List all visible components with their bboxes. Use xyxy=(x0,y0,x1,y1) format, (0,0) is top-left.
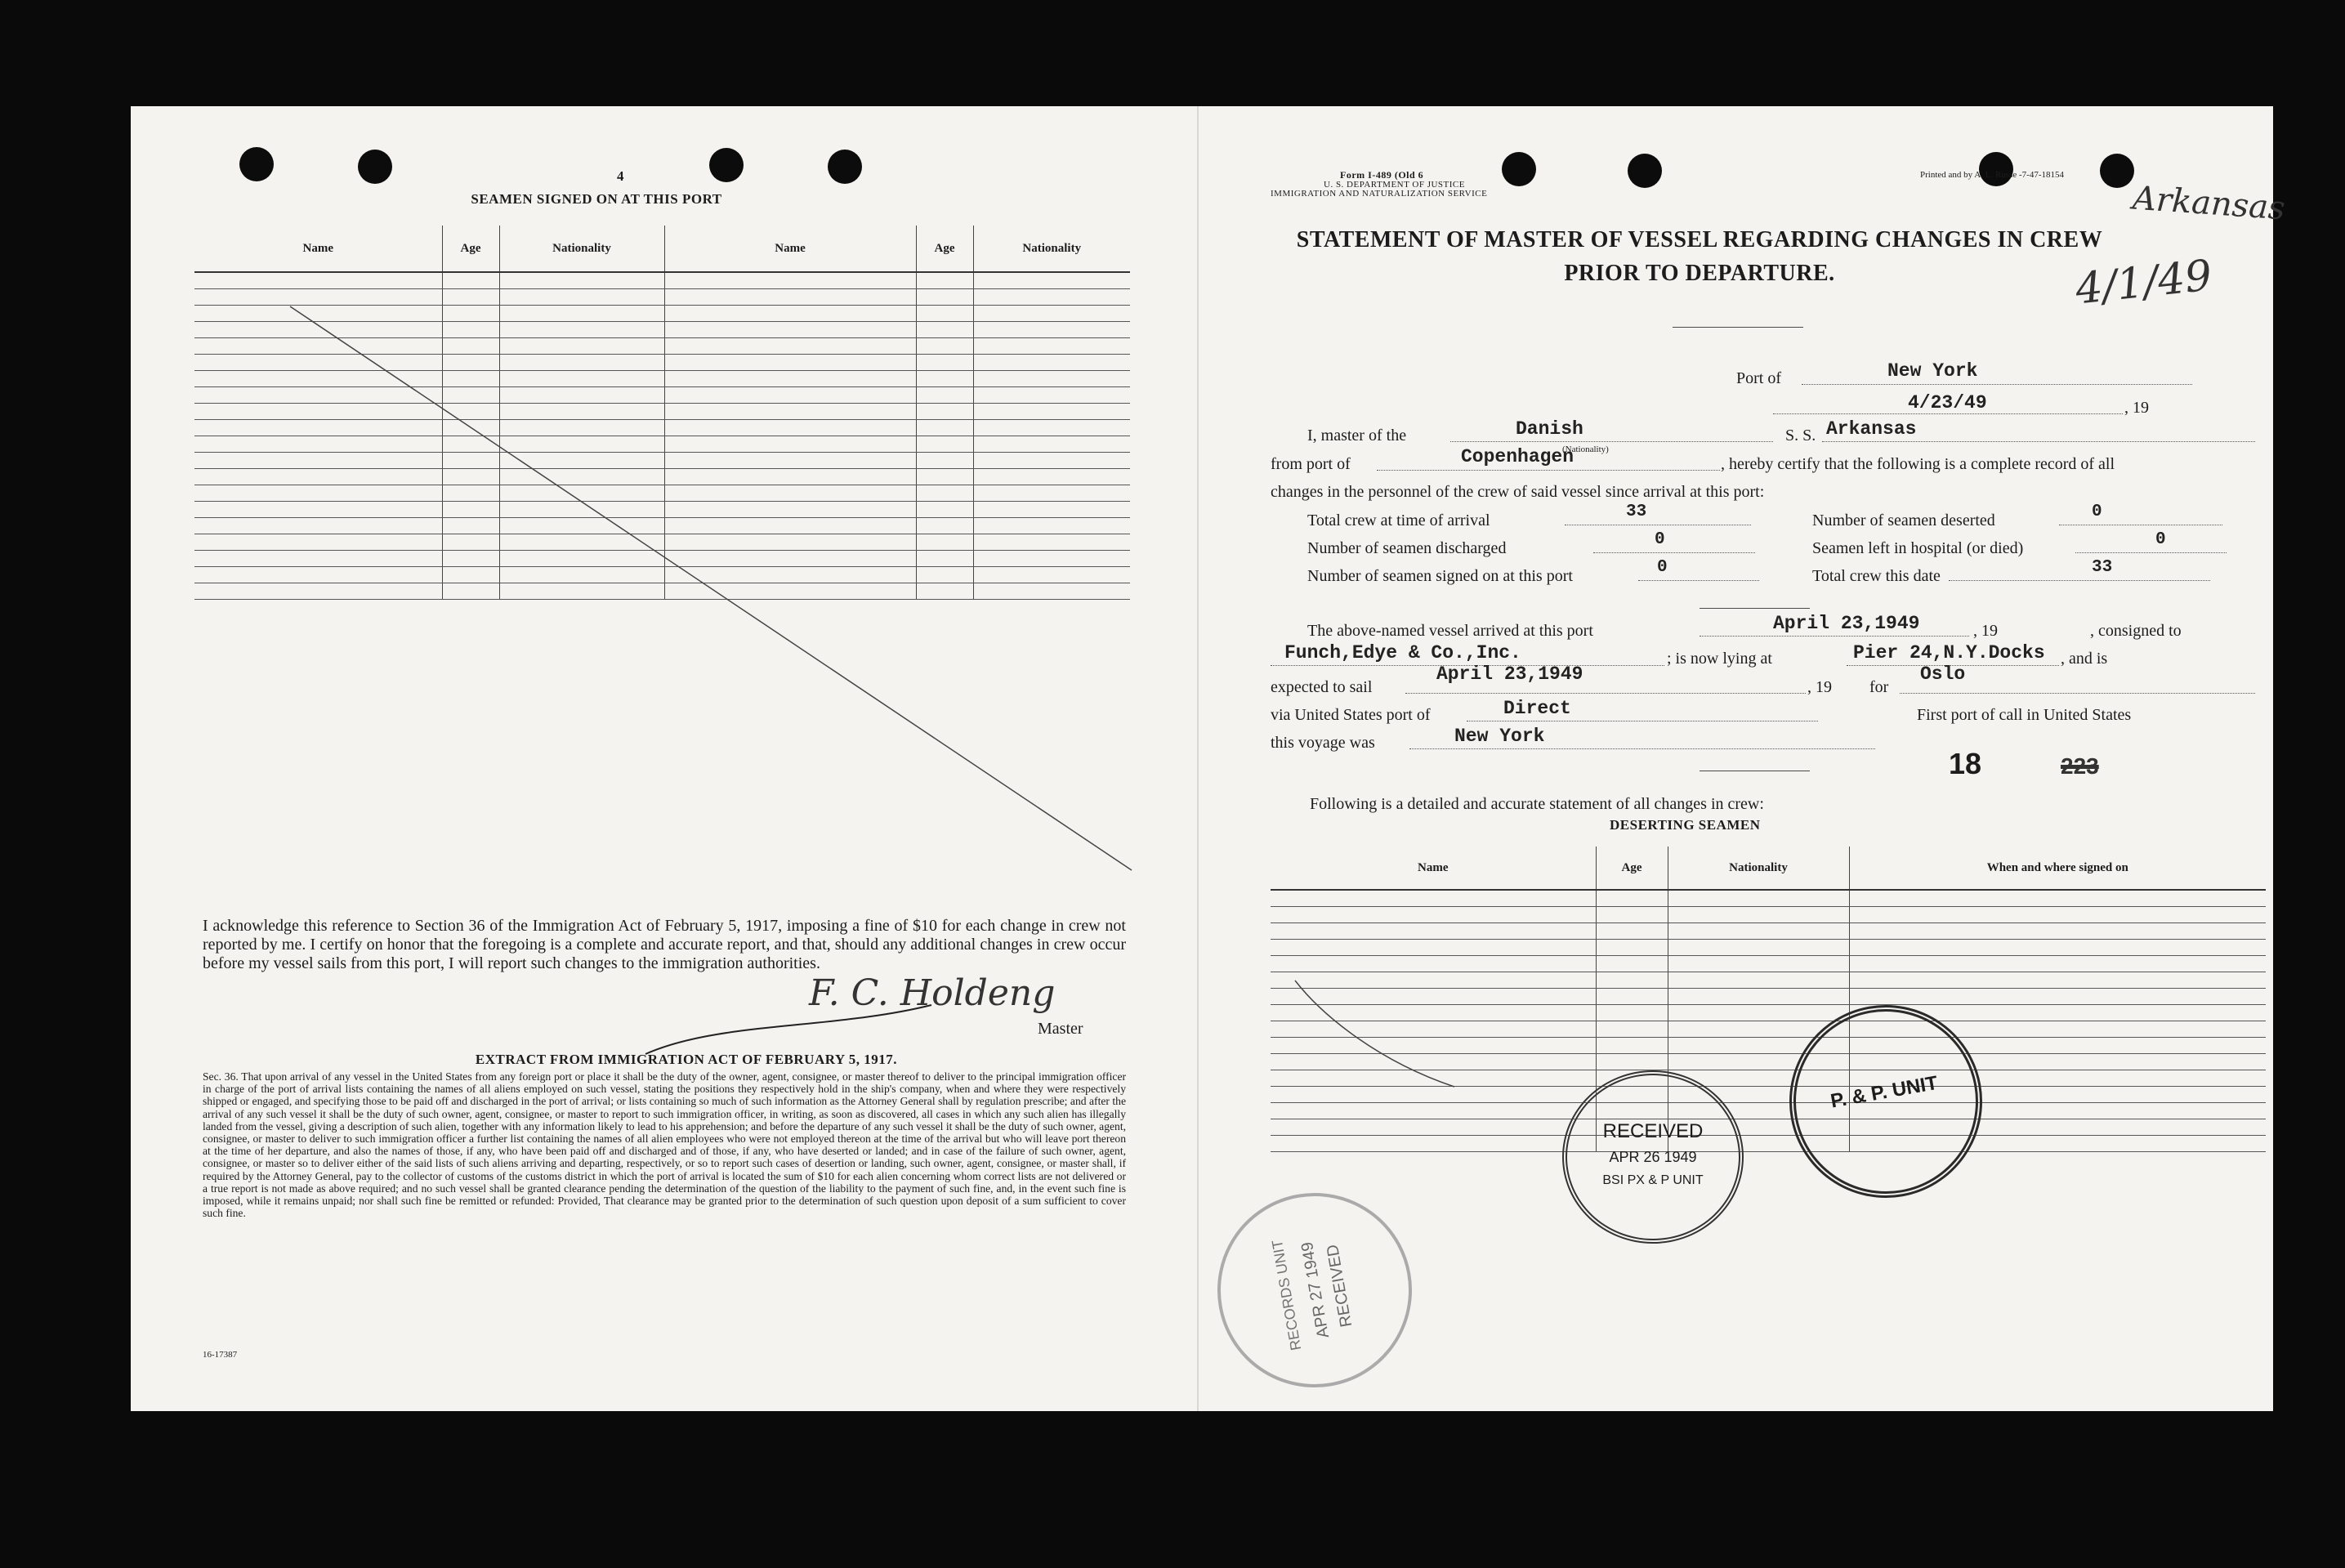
date-value: 4/23/49 xyxy=(1908,392,1987,413)
count-value: 0 xyxy=(2092,503,2102,521)
handwritten-vessel: Arkansas xyxy=(2131,179,2287,228)
for-label: for xyxy=(1869,678,1889,696)
punch-hole xyxy=(1502,152,1536,186)
field-line xyxy=(1802,384,2192,385)
count-value: 33 xyxy=(1626,503,1647,521)
field-line xyxy=(1638,580,1759,581)
date-suffix: , 19 xyxy=(2124,399,2149,417)
and-is: , and is xyxy=(2061,650,2108,668)
vessel-value: Arkansas xyxy=(1826,418,1917,440)
acknowledgement-text: I acknowledge this reference to Section 36 of the Immigration Act of February 5, 1917, imposing a fine of $10 for each change in crew not reported by me. I certify on honor that the foregoing is a complete and accurate report, and that, should any additional changes in crew occur before my vessel sails from this port, I will report such changes to the immigration authorities. xyxy=(203,917,1126,972)
lying-label: ; is now lying at xyxy=(1667,650,1772,668)
expected-value: April 23,1949 xyxy=(1436,663,1583,685)
punch-hole xyxy=(2100,154,2134,188)
lying-value: Pier 24,N.Y.Docks xyxy=(1853,642,2045,663)
received-stamp-unit: BSI PX & P UNIT xyxy=(1602,1173,1704,1187)
field-line xyxy=(1700,636,1969,637)
handwritten-date: 4/1/49 xyxy=(2073,251,2215,315)
extract-title: EXTRACT FROM IMMIGRATION ACT OF FEBRUARY 5, 1917. xyxy=(475,1052,898,1067)
struck-number: 223 xyxy=(2061,753,2099,779)
table-cell xyxy=(1849,972,2266,989)
ss-label: S. S. xyxy=(1785,427,1816,444)
arrived-value: April 23,1949 xyxy=(1773,613,1920,634)
via-value: Direct xyxy=(1503,698,1571,719)
table-cell xyxy=(1849,940,2266,956)
count-value: 33 xyxy=(2092,558,2113,577)
received-stamp xyxy=(1562,1070,1744,1244)
field-line xyxy=(1377,470,1720,471)
unit-stamp-label: P. & P. UNIT xyxy=(1829,1071,1940,1113)
column-header: Age xyxy=(916,226,973,272)
field-line xyxy=(1773,413,2123,414)
column-header: When and where signed on xyxy=(1849,847,2266,890)
form-id: Form I-489 (Old 6 xyxy=(1340,169,1424,181)
field-line xyxy=(1450,441,1773,442)
left-page-title: SEAMEN SIGNED ON AT THIS PORT xyxy=(471,191,722,207)
nationality-value: Danish xyxy=(1516,418,1583,440)
master-label: I, master of the xyxy=(1307,427,1407,444)
for-value: Oslo xyxy=(1920,663,1966,685)
via-label: via United States port of xyxy=(1271,706,1431,724)
count-value: 0 xyxy=(1655,530,1665,549)
count-label: Seamen left in hospital (or died) xyxy=(1812,539,2024,557)
expected-label: expected to sail xyxy=(1271,678,1373,696)
column-header: Nationality xyxy=(973,226,1130,272)
cancel-line xyxy=(131,106,1193,923)
count-label: Total crew at time of arrival xyxy=(1307,511,1490,529)
count-value: 0 xyxy=(1657,558,1668,577)
page-fold xyxy=(1197,106,1199,1411)
table-cell xyxy=(1849,923,2266,940)
field-line xyxy=(2075,552,2227,553)
service: IMMIGRATION AND NATURALIZATION SERVICE xyxy=(1271,189,1488,199)
extract-text: Sec. 36. That upon arrival of any vessel in the United States from any foreign port or place it shall be the duty of the owner, agent, consignee, or master thereof to deliver to the principal immigration officer in charge of the port of arrival lists containing the names of all aliens employed on such vessel, stating the positions they respectively hold in the ship's company, when and where they were respectively shipped or engaged, and specifying those to be paid off and discharged in the port of arrival; or lists containing so much of such information as the Attorney General shall by regulation prescribe; and after the arrival of any such vessel it shall be the duty of such owner, agent, consignee, or master to report to such immigration officer, in writing, as soon as discovered, all cases in which any such alien has illegally landed from the vessel, giving a description of such alien, together with any information likely to lead to his apprehension; and before the departure of any such vessel it shall be the duty of such owner, agent, consignee, or master to deliver to such immigration officer a further list containing the names of all alien employees who were not employed thereon at the time of the arrival but who will leave port thereon at the time of her departure, and also the names of those, if any, who have been paid off and discharged and of those, if any, who have deserted or landed; and in case of the failure of such owner, agent, consignee, or master so to deliver either of the said lists of such aliens arriving and departing, respectively, or so to report such cases of desertion or landing, such owner, agent, consignee, or master shall, if required by the Attorney General, pay to the collector of customs of the customs district in which the port of arrival is located the sum of $10 for each alien concerning whom correct lists are not delivered or a true report is not made as above required; and no such vessel shall be granted clearance pending the determination of the question of the liability to the payment of such fine, and, in the event such fine is imposed, while it remains unpaid; nor shall such fine be remitted or refunded: Provided, That clearance may be granted prior to the determination of such question upon deposit of a sum sufficient to cover such fine. xyxy=(203,1070,1126,1220)
divider xyxy=(1673,327,1803,328)
count-label: Total crew this date xyxy=(1812,567,1941,585)
records-stamp-unit: RECORDS UNIT xyxy=(1268,1238,1305,1352)
field-line xyxy=(1822,441,2255,442)
arrived-suffix: , 19 xyxy=(1973,622,1998,640)
signature-role: Master xyxy=(1038,1020,1083,1038)
field-line xyxy=(1900,693,2255,694)
divider xyxy=(1700,608,1810,609)
voyage-label: this voyage was xyxy=(1271,734,1375,752)
form-title-line2: PRIOR TO DEPARTURE. xyxy=(1564,261,1835,286)
count-label: Number of seamen deserted xyxy=(1812,511,1995,529)
voyage-value: New York xyxy=(1454,726,1545,747)
expected-suffix: , 19 xyxy=(1807,678,1832,696)
field-line xyxy=(1593,552,1755,553)
from-port-label: from port of xyxy=(1271,455,1351,473)
column-header: Age xyxy=(442,226,499,272)
port-label: Port of xyxy=(1736,369,1781,387)
page-number: 4 xyxy=(617,168,624,184)
form-code: 16-17387 xyxy=(203,1350,238,1360)
column-header: Name xyxy=(194,226,442,272)
field-line xyxy=(1409,748,1875,749)
following-text: Following is a detailed and accurate statement of all changes in crew: xyxy=(1310,795,1764,813)
from-port-value: Copenhagen xyxy=(1461,446,1574,467)
received-stamp-label: RECEIVED xyxy=(1602,1120,1704,1142)
port-value: New York xyxy=(1887,360,1978,382)
form-title-line1: STATEMENT OF MASTER OF VESSEL REGARDING CHANGES IN CREW xyxy=(1296,227,2103,252)
number-mark: 18 xyxy=(1949,747,1982,780)
certify-text-b: changes in the personnel of the crew of said vessel since arrival at this port: xyxy=(1271,483,1765,501)
column-header: Name xyxy=(1271,847,1596,890)
punch-hole xyxy=(1979,152,2013,186)
deserting-title: DESERTING SEAMEN xyxy=(1610,817,1761,833)
field-line xyxy=(1405,693,1806,694)
table-cell xyxy=(1849,907,2266,923)
field-line xyxy=(1949,580,2210,581)
received-stamp-date: APR 26 1949 xyxy=(1609,1149,1697,1165)
certify-text-a: , hereby certify that the following is a complete record of all xyxy=(1721,455,2115,473)
punch-hole xyxy=(1628,154,1662,188)
column-header: Name xyxy=(664,226,916,272)
consignee-value: Funch,Edye & Co.,Inc. xyxy=(1284,642,1521,663)
table-cell xyxy=(1849,956,2266,972)
records-stamp xyxy=(1202,1177,1427,1403)
first-port-label: First port of call in United States xyxy=(1917,706,2132,724)
column-header: Nationality xyxy=(1668,847,1849,890)
document-sheet xyxy=(131,106,2287,1411)
department: U. S. DEPARTMENT OF JUSTICE xyxy=(1324,180,1465,190)
count-label: Number of seamen discharged xyxy=(1307,539,1507,557)
printer-line: Printed and by A. L. Russe -7-47-18154 xyxy=(1920,170,2064,180)
table-cell xyxy=(1849,890,2266,907)
column-header: Nationality xyxy=(499,226,664,272)
arrived-label: The above-named vessel arrived at this port xyxy=(1307,622,1593,640)
records-stamp-date: APR 27 1949 xyxy=(1298,1240,1333,1340)
records-stamp-label: RECEIVED xyxy=(1323,1243,1356,1329)
signature-text: F. C. Holdeng xyxy=(809,972,1056,1014)
count-label: Number of seamen signed on at this port xyxy=(1307,567,1573,585)
table-cell xyxy=(1849,989,2266,1005)
nationality-caption: (Nationality) xyxy=(1562,444,1609,454)
count-value: 0 xyxy=(2155,530,2166,549)
column-header: Age xyxy=(1596,847,1668,890)
consigned-label: , consigned to xyxy=(2090,622,2182,640)
